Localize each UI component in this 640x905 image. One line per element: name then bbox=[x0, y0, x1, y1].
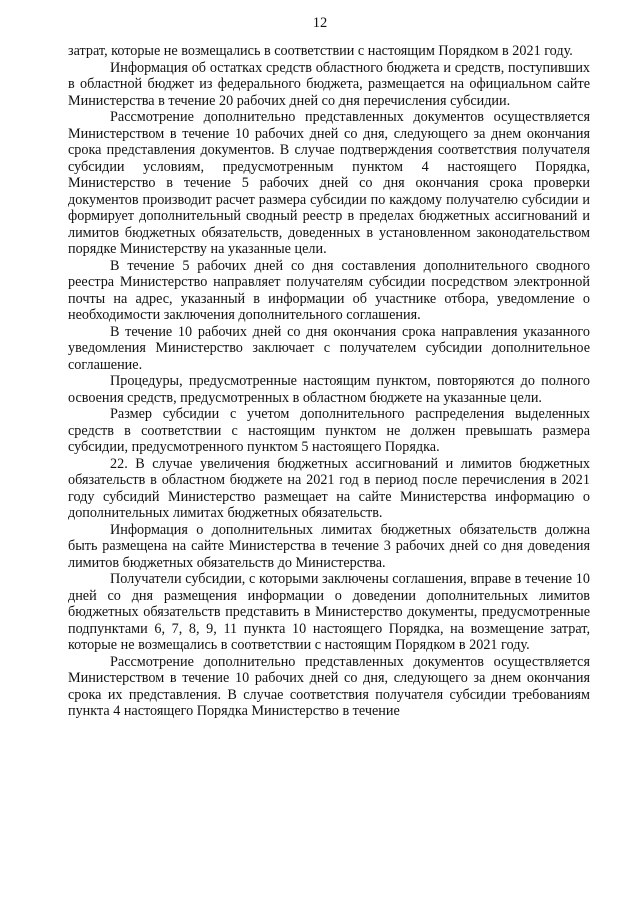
page-number: 12 bbox=[312, 15, 328, 31]
paragraph-recipients-right: Получатели субсидии, с которыми заключены соглашения, вправе в течение 10 дней со дня размещения информации о доведении дополнительных лимитов бюджетных обязательств представить в Министерство документы, предусмотренные подпунктами 6, 7, 8, 9, 11 пункта 10 настоящего Порядка, на возмещение затрат, которые не возмещались в соответствии с настоящим Порядком в 2021 году. bbox=[68, 571, 590, 653]
paragraph-procedures-repeat: Процедуры, предусмотренные настоящим пунктом, повторяются до полного освоения средств, предусмотренных в областном бюджете на указанные цели. bbox=[68, 373, 590, 406]
paragraph-additional-agreement: В течение 10 рабочих дней со дня окончания срока направления указанного уведомления Министерство заключает с получателем субсидии дополнительное соглашение. bbox=[68, 323, 590, 373]
paragraph-limits-info: Информация о дополнительных лимитах бюджетных обязательств должна быть размещена на сайте Министерства в течение 3 рабочих дней со дня доведения лимитов бюджетных обязательств до Министерства. bbox=[68, 521, 590, 571]
paragraph-review-documents: Рассмотрение дополнительно представленных документов осуществляется Министерством в течение 10 рабочих дней со дня, следующего за днем окончания срока представления документов. В случае подтверждения соответствия получателя субсидии условиям, предусмотренным пунктом 4 настоящего Порядка, Министерство в течение 5 рабочих дней со дня окончания срока проверки документов производит расчет размера субсидии по каждому получателю субсидии и формирует дополнительный сводный реестр в пределах бюджетных ассигнований и лимитов бюджетных обязательств, доведенных в установленном законодательством порядке Министерству на указанные цели. bbox=[68, 109, 590, 257]
paragraph-balance-info: Информация об остатках средств областного бюджета и средств, поступивших в областной бюджет из федерального бюджета, размещается на официальном сайте Министерства в течение 20 рабочих дней со дня перечисления субсидии. bbox=[68, 59, 590, 109]
paragraph-review-additional: Рассмотрение дополнительно представленных документов осуществляется Министерством в течение 10 рабочих дней со дня, следующего за днем окончания срока их представления. В случае соответствия получателя субсидии требованиям пункта 4 настоящего Порядка Министерство в течение bbox=[68, 653, 590, 719]
paragraph-subsidy-size: Размер субсидии с учетом дополнительного распределения выделенных средств в соответствии с настоящим пунктом не должен превышать размера субсидии, предусмотренного пунктом 5 настоящего Порядка. bbox=[68, 406, 590, 455]
paragraph-clause-22: 22. В случае увеличения бюджетных ассигнований и лимитов бюджетных обязательств в областном бюджете на 2021 год в период после перечисления в 2021 году субсидий Министерство размещает на сайте Министерства информацию о дополнительных лимитах бюджетных обязательств. bbox=[68, 455, 590, 521]
document-body bbox=[68, 43, 590, 720]
paragraph-notification: В течение 5 рабочих дней со дня составления дополнительного сводного реестра Министерство направляет получателям субсидии посредством электронной почты на адрес, указанный в информации об участнике отбора, уведомление о необходимости заключения дополнительного соглашения. bbox=[68, 257, 590, 323]
paragraph-continuation: затрат, которые не возмещались в соответствии с настоящим Порядком в 2021 году. bbox=[68, 43, 573, 59]
